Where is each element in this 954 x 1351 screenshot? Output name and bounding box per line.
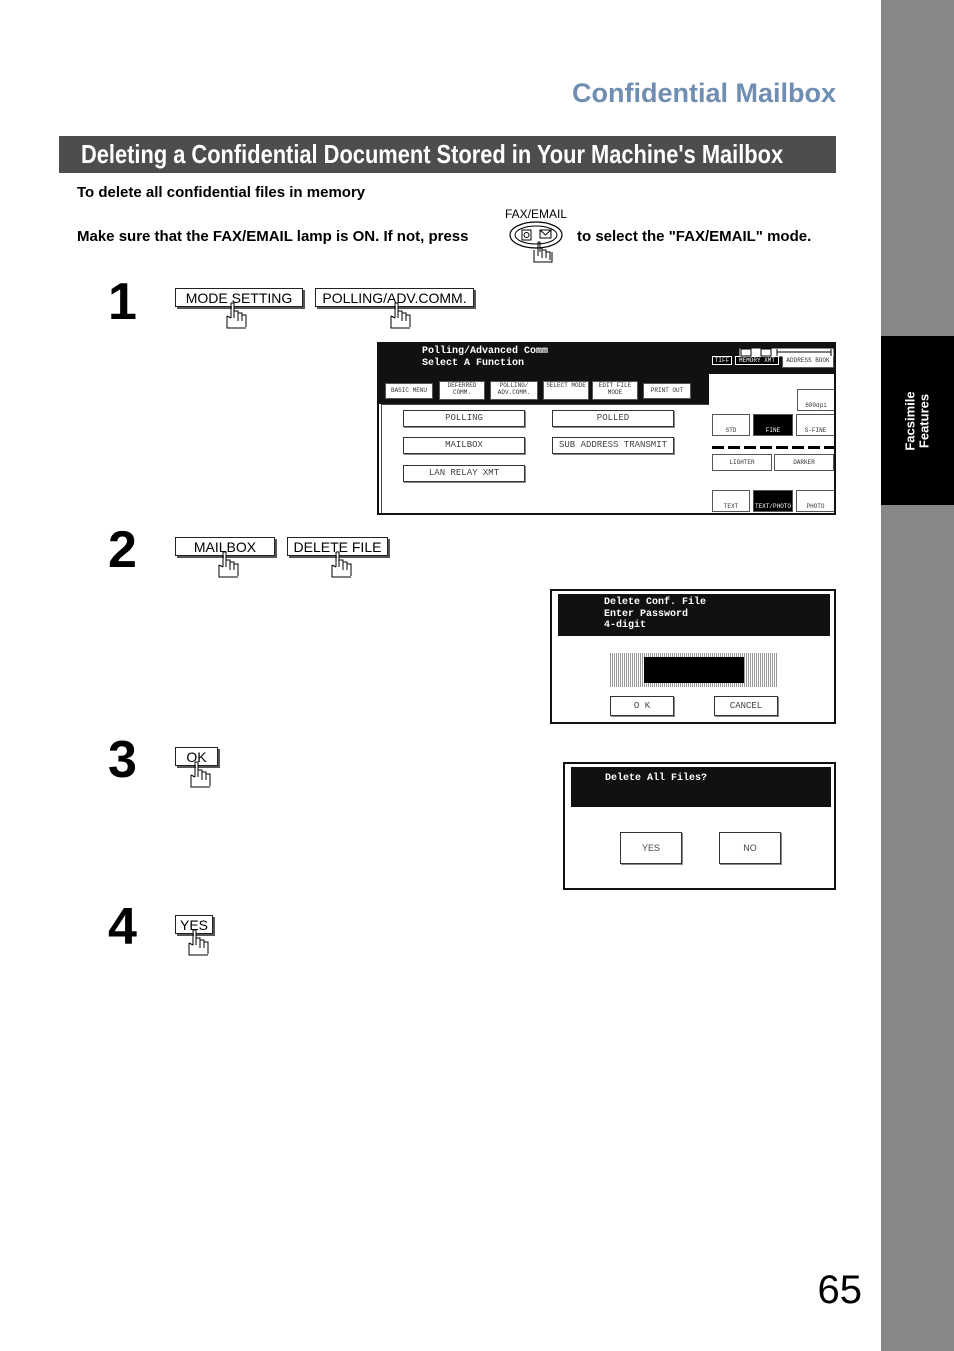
step-4-number: 4 bbox=[108, 898, 137, 956]
original-photo-button[interactable]: PHOTO bbox=[796, 490, 835, 512]
progress-scale bbox=[739, 344, 834, 353]
pointing-hand-icon bbox=[188, 761, 214, 789]
tab-polling-adv-comm[interactable]: POLLING/ ADV.COMM. bbox=[490, 381, 538, 400]
screen-yes-button[interactable]: YES bbox=[620, 832, 682, 864]
resolution-sfine-button[interactable]: S-FINE bbox=[796, 414, 835, 436]
delete-file-button[interactable]: DELETE FILE bbox=[287, 537, 388, 556]
screen1-title-1: Polling/Advanced Comm bbox=[422, 346, 549, 357]
mode-setting-button[interactable]: MODE SETTING bbox=[175, 288, 303, 307]
instruction-after: to select the "FAX/EMAIL" mode. bbox=[577, 228, 812, 245]
pointing-hand-icon bbox=[329, 551, 355, 579]
tab-line-1: Facsimile bbox=[902, 390, 918, 451]
screen2-line-2: Enter Password bbox=[604, 608, 689, 620]
section-title: Confidential Mailbox bbox=[571, 78, 836, 108]
screen-ok-button[interactable]: O K bbox=[610, 696, 674, 716]
resolution-std-button[interactable]: STD bbox=[712, 414, 750, 436]
tab-edit-file-mode[interactable]: EDIT FILE MODE bbox=[592, 381, 638, 400]
step-3-number: 3 bbox=[108, 731, 137, 789]
address-book-button[interactable]: ADDRESS BOOK bbox=[782, 354, 834, 368]
tab-select-mode[interactable]: SELECT MODE bbox=[543, 381, 589, 400]
lighter-button[interactable]: LIGHTER bbox=[712, 454, 772, 471]
original-text-button[interactable]: TEXT bbox=[712, 490, 750, 512]
mailbox-function-button[interactable]: MAILBOX bbox=[403, 437, 525, 454]
lan-relay-xmt-button[interactable]: LAN RELAY XMT bbox=[403, 465, 525, 482]
screen2-line-1: Delete Conf. File bbox=[604, 597, 707, 608]
instruction-before: Make sure that the FAX/EMAIL lamp is ON. If not, press bbox=[77, 228, 469, 245]
pointing-hand-icon bbox=[186, 929, 212, 957]
polling-function-button[interactable]: POLLING bbox=[403, 410, 525, 427]
password-entry-screen bbox=[550, 589, 836, 724]
fax-email-key-label: FAX/EMAIL bbox=[505, 207, 568, 221]
tab-line-2: Features bbox=[916, 393, 932, 448]
page-number: 65 bbox=[817, 1268, 862, 1312]
yes-button[interactable]: YES bbox=[175, 915, 213, 934]
pointing-hand-icon bbox=[224, 302, 250, 330]
pointing-hand-icon bbox=[216, 551, 242, 579]
tab-basic-menu[interactable]: BASIC MENU bbox=[385, 383, 433, 399]
tab-deferred-comm[interactable]: DEFERRED COMM. bbox=[439, 381, 485, 400]
banner-title: Deleting a Confidential Document Stored in Your Machine's Mailbox bbox=[81, 139, 784, 169]
screen1-title-2: Select A Function bbox=[422, 358, 525, 369]
ok-button[interactable]: OK bbox=[175, 747, 218, 766]
dpi-button[interactable]: 600dpi bbox=[797, 389, 835, 411]
delete-all-confirm-screen bbox=[563, 762, 836, 890]
pointing-hand-icon bbox=[388, 302, 414, 330]
section-tab-label bbox=[881, 336, 954, 505]
tab-print-out[interactable]: PRINT OUT bbox=[643, 383, 691, 399]
tiff-indicator: TIFF bbox=[712, 356, 732, 365]
sub-address-transmit-button[interactable]: SUB ADDRESS TRANSMIT bbox=[552, 437, 674, 454]
screen-cancel-button[interactable]: CANCEL bbox=[714, 696, 778, 716]
darker-button[interactable]: DARKER bbox=[774, 454, 834, 471]
password-input[interactable] bbox=[644, 657, 744, 683]
screen-no-button[interactable]: NO bbox=[719, 832, 781, 864]
step-1-number: 1 bbox=[108, 273, 137, 331]
step-2-number: 2 bbox=[108, 521, 137, 579]
original-text-photo-button[interactable]: TEXT/PHOTO bbox=[753, 490, 793, 512]
subheading: To delete all confidential files in memory bbox=[77, 184, 366, 201]
polling-function-screen bbox=[377, 342, 836, 515]
mailbox-button[interactable]: MAILBOX bbox=[175, 537, 275, 556]
sidebar bbox=[881, 0, 954, 1351]
screen3-prompt: Delete All Files? bbox=[605, 773, 708, 784]
memory-xmt-indicator: MEMORY XMT bbox=[735, 356, 779, 365]
polling-adv-comm-button[interactable]: POLLING/ADV.COMM. bbox=[315, 288, 474, 307]
fax-email-key-icon[interactable] bbox=[508, 220, 564, 268]
polled-function-button[interactable]: POLLED bbox=[552, 410, 674, 427]
screen2-line-3: 4-digit bbox=[604, 620, 647, 631]
resolution-fine-button[interactable]: FINE bbox=[753, 414, 793, 436]
